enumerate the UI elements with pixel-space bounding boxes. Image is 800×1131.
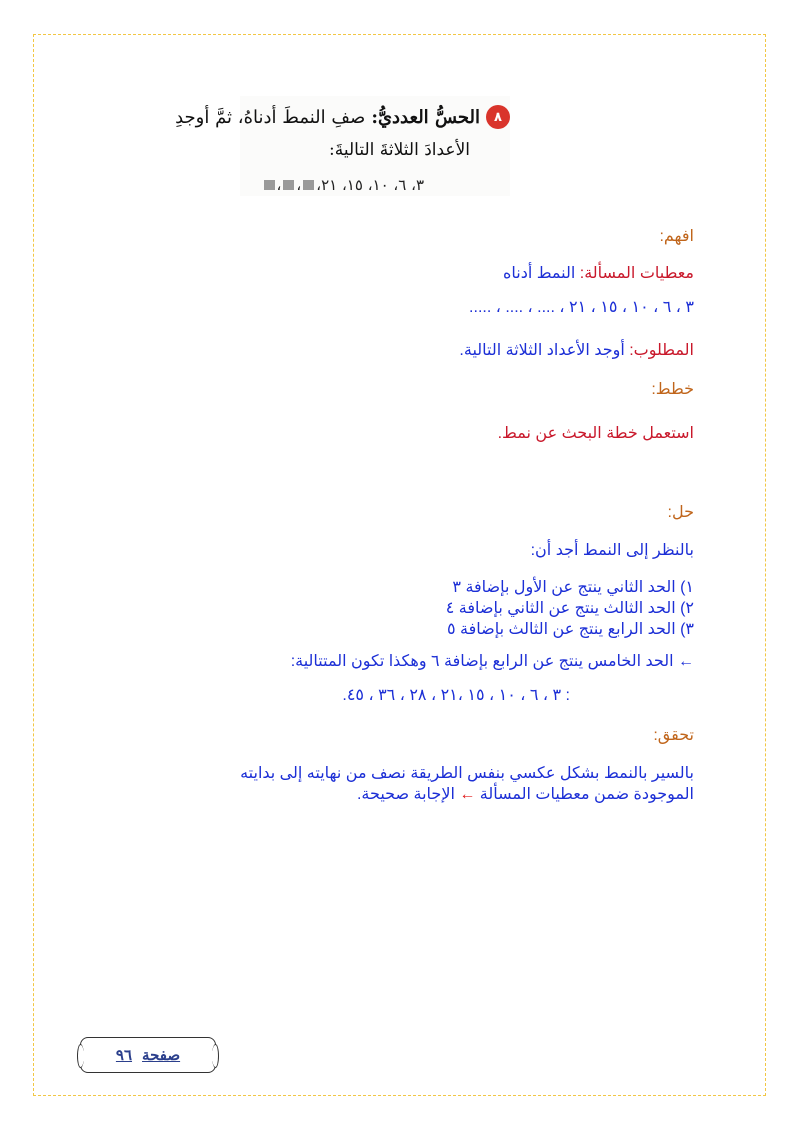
- givens-label: معطيات المسألة:: [579, 265, 694, 282]
- solve-step: ٢) الحد الثالث ينتج عن الثاني بإضافة ٤: [445, 600, 694, 617]
- result-sequence: : ٣ ، ٦ ، ١٠ ، ١٥ ،٢١ ، ٢٨ ، ٣٦ ، ٤٥.: [342, 687, 570, 704]
- arrow-icon: ←: [459, 786, 476, 803]
- arrow-icon: ←: [678, 653, 694, 670]
- page-number: ٩٦: [115, 1046, 133, 1064]
- question-instruction-line2: الأعدادَ الثلاثةَ التاليةَ:: [329, 140, 470, 160]
- plan-heading: خطط:: [651, 381, 694, 398]
- solve-heading: حل:: [667, 504, 694, 521]
- question-sequence: ٣، ٦، ١٠، ١٥، ٢١، ، ،: [262, 176, 424, 194]
- plan-text: استعمل خطة البحث عن نمط.: [497, 425, 694, 442]
- check-line2: [357, 784, 694, 804]
- check-line2-part1: الموجودة ضمن معطيات المسألة: [479, 786, 694, 803]
- blank-box: [264, 180, 275, 190]
- required-line: [459, 340, 694, 360]
- required-label: المطلوب:: [629, 342, 694, 359]
- question-number-badge: ٨: [486, 105, 510, 129]
- question-instruction: صفِ النمطَ أدناهُ، ثمَّ أوجدِ: [175, 106, 366, 128]
- givens-line: [503, 263, 694, 283]
- blank-box: [283, 180, 294, 190]
- solve-intro: بالنظر إلى النمط أجد أن:: [530, 542, 694, 559]
- question-sequence-numbers: ٣، ٦، ١٠، ١٥، ٢١،: [316, 176, 424, 194]
- solve-conclusion-line: [291, 651, 694, 671]
- question-header: [175, 105, 510, 129]
- page-label: صفحة: [142, 1046, 181, 1064]
- solve-step: ١) الحد الثاني ينتج عن الأول بإضافة ٣: [452, 579, 694, 596]
- required-value: أوجد الأعداد الثلاثة التالية.: [459, 342, 625, 359]
- givens-value: النمط أدناه: [502, 265, 576, 282]
- page-number-badge: [80, 1037, 216, 1073]
- check-line1: بالسير بالنمط بشكل عكسي بنفس الطريقة نصف من نهايته إلى بدايته: [240, 765, 694, 782]
- check-line2-part2: الإجابة صحيحة.: [356, 786, 455, 803]
- blank-box: [303, 180, 314, 190]
- check-heading: تحقق:: [653, 727, 694, 744]
- understand-heading: افهم:: [659, 228, 694, 245]
- question-topic: الحسُّ العدديُّ:: [371, 106, 480, 128]
- solve-conclusion: الحد الخامس ينتج عن الرابع بإضافة ٦ وهكذا تكون المتتالية:: [290, 653, 674, 670]
- givens-sequence: ٣ ، ٦ ، ١٠ ، ١٥ ، ٢١ ، .... ، .... ، .....: [469, 299, 694, 316]
- solve-step: ٣) الحد الرابع ينتج عن الثالث بإضافة ٥: [446, 621, 694, 638]
